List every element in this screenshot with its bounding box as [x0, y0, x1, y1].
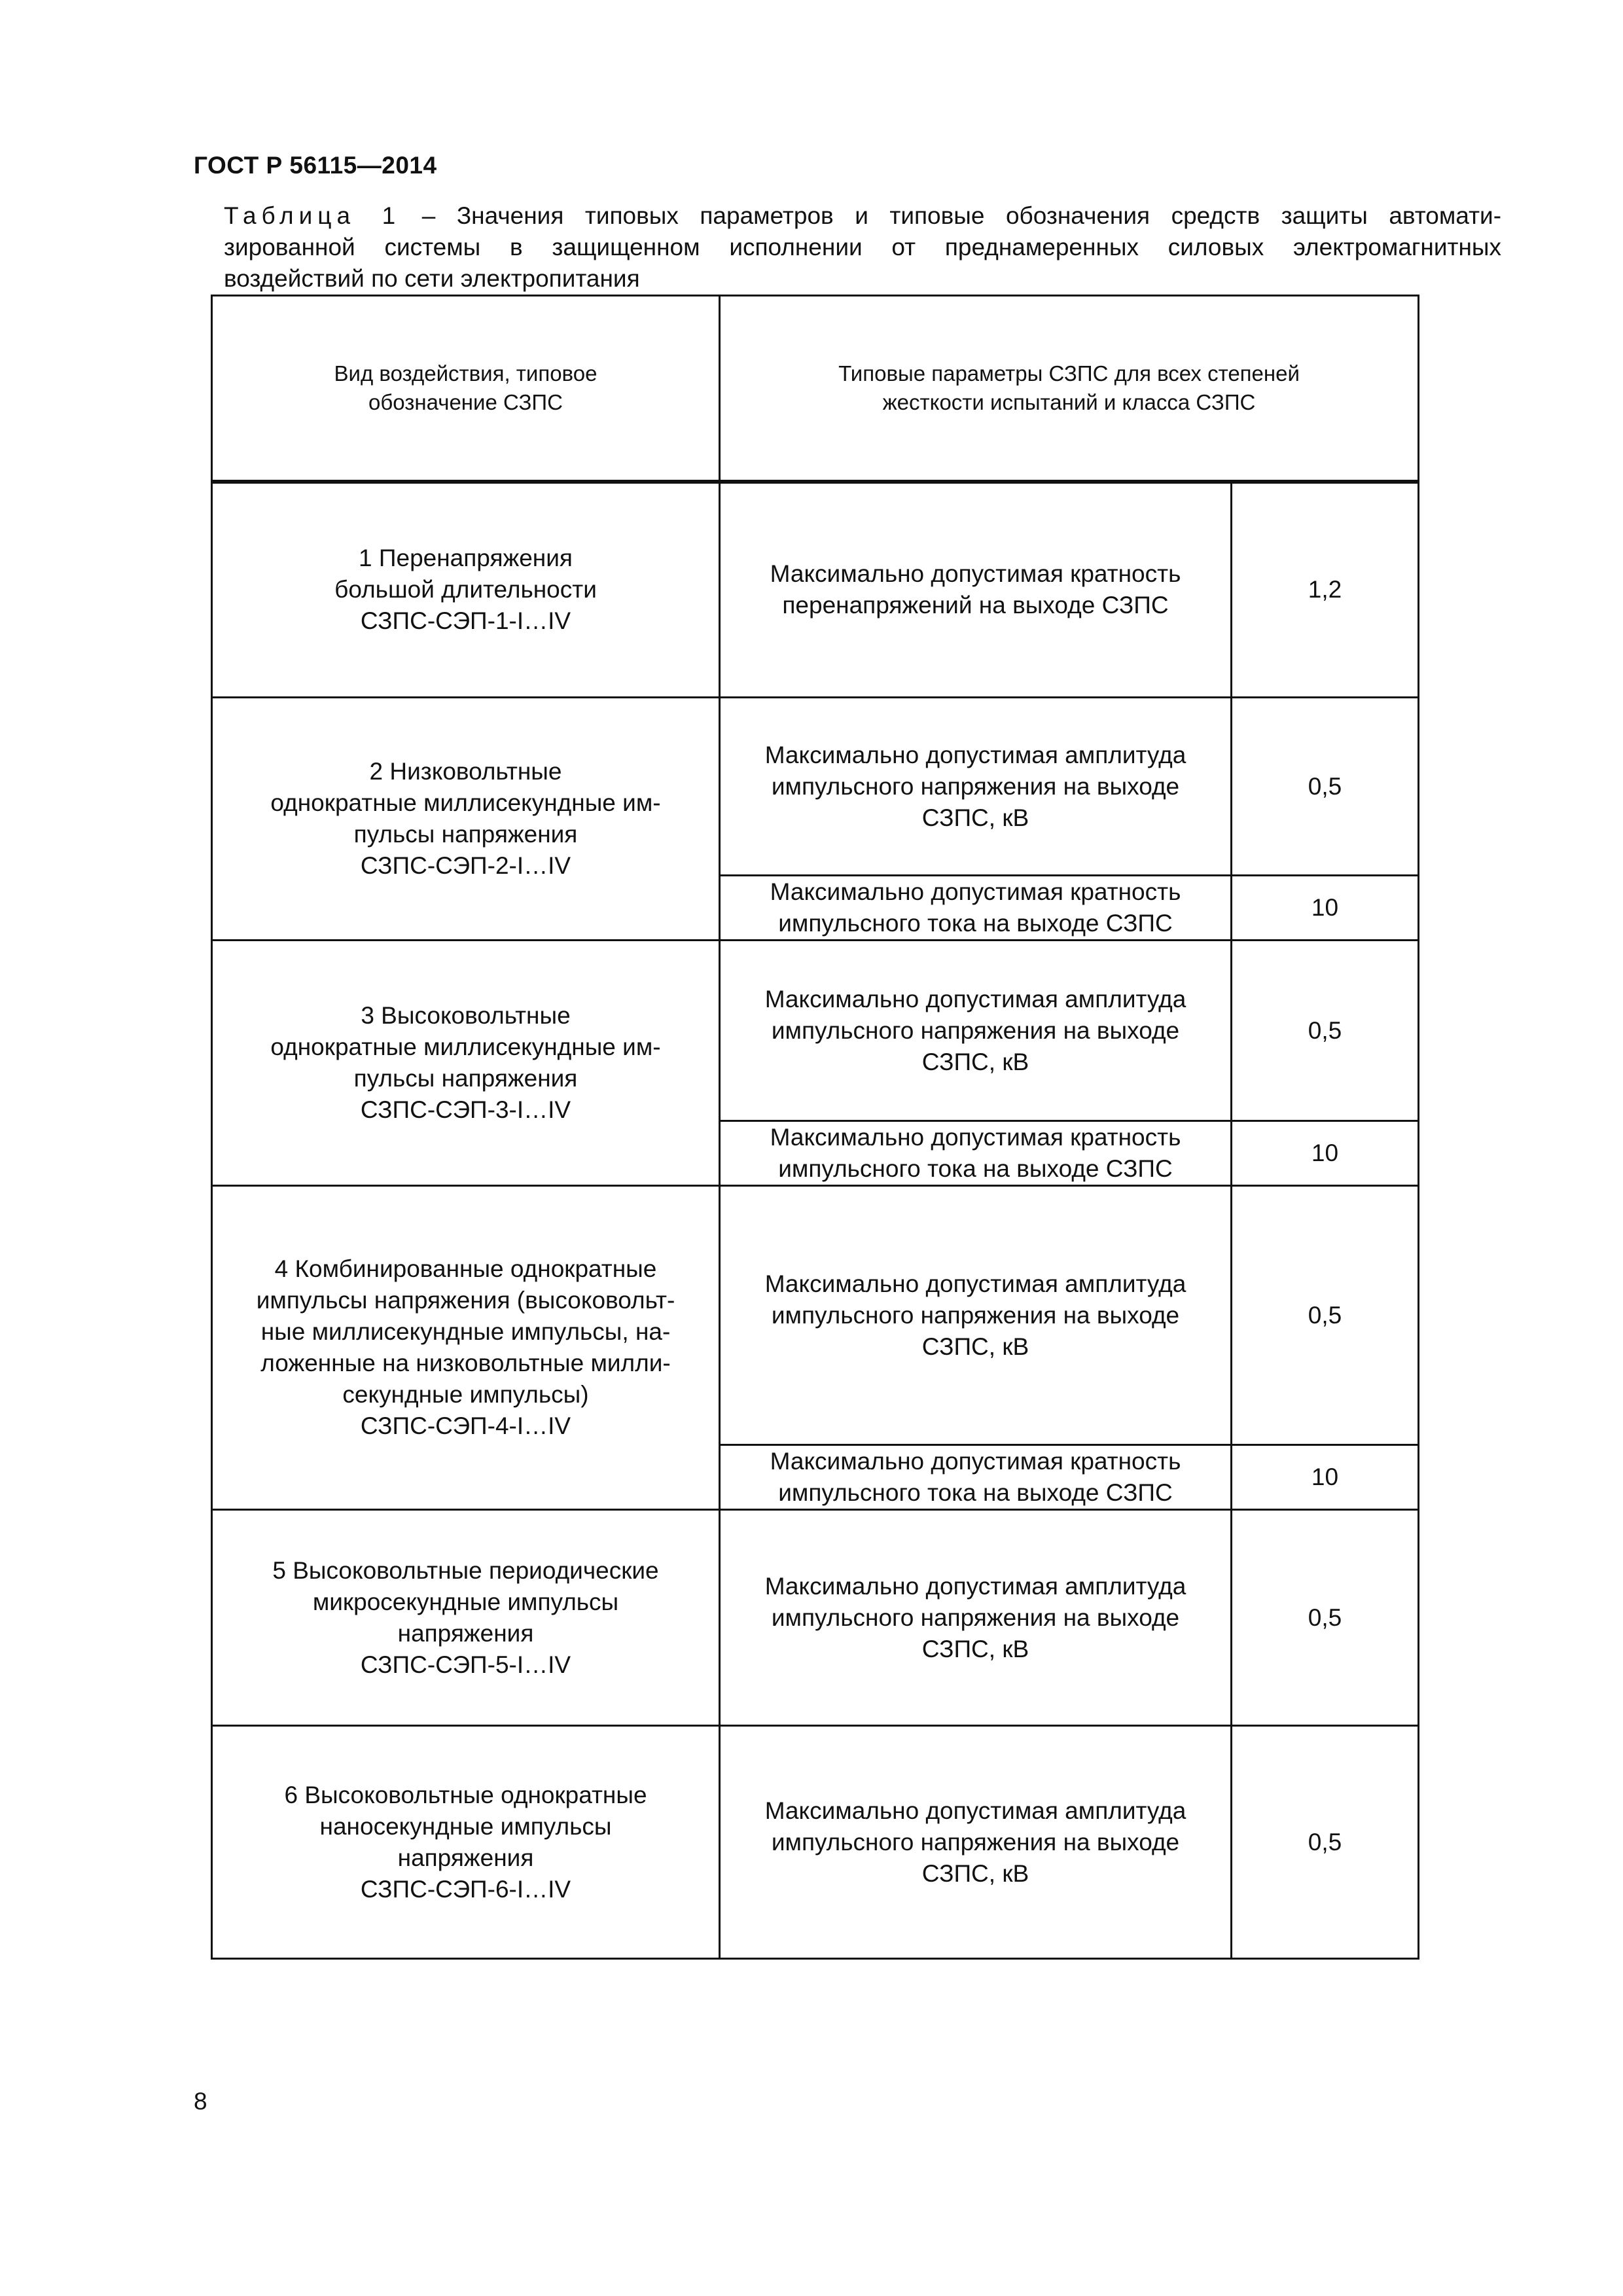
impact-type-line: секундные импульсы): [342, 1381, 589, 1408]
value-cell: 0,5: [1232, 1510, 1419, 1726]
impact-type-line: однократные миллисекундные им-: [270, 789, 661, 816]
value-cell: 0,5: [1232, 1726, 1419, 1959]
caption-label: Таблица 1: [224, 202, 401, 229]
table-row: [212, 1186, 1419, 1445]
header-impact-type-line: обозначение СЗПС: [368, 389, 563, 414]
impact-type-line: микросекундные импульсы: [312, 1588, 619, 1615]
impact-type-cell: [212, 1510, 720, 1726]
parameter-line: Максимально допустимая амплитуда: [764, 741, 1186, 768]
table-header-row: [212, 296, 1419, 482]
parameter-cell: [720, 482, 1232, 698]
impact-type-line: однократные миллисекундные им-: [270, 1033, 661, 1060]
parameter-cell: [720, 1510, 1232, 1726]
impact-type-line: 5 Высоковольтные периодические: [272, 1556, 659, 1584]
impact-type-line: импульсы напряжения (высоковольт-: [256, 1287, 675, 1314]
impact-type-line: СЗПС-СЭП-4-I…IV: [360, 1412, 571, 1439]
parameter-cell: [720, 1726, 1232, 1959]
parameter-line: перенапряжений на выходе СЗПС: [782, 592, 1169, 619]
parameter-line: импульсного напряжения на выходе: [771, 1301, 1180, 1329]
parameter-line: СЗПС, кВ: [921, 1635, 1029, 1662]
parameter-line: импульсного напряжения на выходе: [771, 1604, 1180, 1631]
parameter-line: Максимально допустимая кратность: [770, 878, 1181, 905]
parameter-line: СЗПС, кВ: [921, 1859, 1029, 1887]
header-typical-params-line: жесткости испытаний и класса СЗПС: [882, 389, 1256, 414]
impact-type-line: пульсы напряжения: [353, 1065, 578, 1092]
parameter-cell: [720, 941, 1232, 1121]
impact-type-line: ные миллисекундные импульсы, на-: [260, 1318, 671, 1345]
parameter-cell: [720, 1186, 1232, 1445]
parameter-cell: [720, 876, 1232, 941]
impact-type-line: наносекундные импульсы: [319, 1812, 612, 1840]
value-cell: 10: [1232, 876, 1419, 941]
table-row: [212, 482, 1419, 698]
page-number: 8: [194, 2088, 207, 2115]
value-cell: 0,5: [1232, 698, 1419, 876]
caption-line-1: [224, 200, 1501, 232]
impact-type-line: 3 Высоковольтные: [361, 1002, 571, 1029]
parameter-line: импульсного напряжения на выходе: [771, 1016, 1180, 1044]
parameter-line: импульсного тока на выходе СЗПС: [778, 1155, 1173, 1182]
impact-type-line: СЗПС-СЭП-6-I…IV: [360, 1875, 571, 1903]
impact-type-line: 6 Высоковольтные однократные: [284, 1781, 647, 1808]
impact-type-line: пульсы напряжения: [353, 821, 578, 848]
parameter-line: СЗПС, кВ: [921, 1333, 1029, 1360]
caption-line-3: воздействий по сети электропитания: [224, 265, 640, 292]
parameter-line: СЗПС, кВ: [921, 1048, 1029, 1075]
impact-type-cell: [212, 482, 720, 698]
parameter-line: СЗПС, кВ: [921, 804, 1029, 831]
header-impact-type-line: Вид воздействия, типовое: [334, 361, 597, 386]
parameter-cell: [720, 698, 1232, 876]
document-code: ГОСТ Р 56115—2014: [194, 152, 437, 179]
parameter-cell: [720, 1121, 1232, 1186]
impact-type-line: напряжения: [397, 1619, 534, 1647]
table-row: [212, 1510, 1419, 1726]
parameter-cell: [720, 1445, 1232, 1510]
table-row: [212, 698, 1419, 876]
impact-type-line: большой длительности: [334, 576, 597, 603]
parameters-table: [211, 295, 1419, 1960]
parameter-line: Максимально допустимая кратность: [770, 1448, 1181, 1475]
parameter-line: импульсного напряжения на выходе: [771, 1828, 1180, 1856]
impact-type-line: 1 Перенапряжения: [359, 545, 573, 572]
header-typical-params-line: Типовые параметры СЗПС для всех степеней: [838, 361, 1300, 386]
parameter-line: импульсного тока на выходе СЗПС: [778, 910, 1173, 937]
header-impact-type: [212, 296, 720, 482]
table-body: [212, 482, 1419, 1959]
impact-type-line: ложенные на низковольтные милли-: [260, 1350, 671, 1376]
parameter-line: Максимально допустимая кратность: [770, 1124, 1181, 1151]
value-cell: 1,2: [1232, 482, 1419, 698]
impact-type-line: СЗПС-СЭП-1-I…IV: [360, 607, 571, 635]
impact-type-line: 2 Низковольтные: [369, 758, 562, 785]
value-cell: 10: [1232, 1445, 1419, 1510]
caption-text-1: – Значения типовых параметров и типовые обозначения средств защиты автомати-: [421, 202, 1502, 229]
impact-type-cell: [212, 1186, 720, 1510]
impact-type-line: напряжения: [397, 1844, 534, 1871]
impact-type-cell: [212, 941, 720, 1186]
parameter-line: Максимально допустимая амплитуда: [764, 985, 1186, 1013]
value-cell: 10: [1232, 1121, 1419, 1186]
impact-type-line: 4 Комбинированные однократные: [274, 1255, 657, 1282]
impact-type-cell: [212, 698, 720, 941]
parameter-line: импульсного тока на выходе СЗПС: [778, 1479, 1173, 1506]
impact-type-line: СЗПС-СЭП-3-I…IV: [360, 1096, 571, 1123]
parameter-line: Максимально допустимая амплитуда: [764, 1270, 1186, 1297]
value-cell: 0,5: [1232, 1186, 1419, 1445]
impact-type-line: СЗПС-СЭП-5-I…IV: [360, 1651, 571, 1678]
impact-type-cell: [212, 1726, 720, 1959]
parameter-line: Максимально допустимая амплитуда: [764, 1797, 1186, 1824]
header-typical-params: [720, 296, 1419, 482]
parameter-line: Максимально допустимая кратность: [770, 560, 1181, 588]
parameter-line: импульсного напряжения на выходе: [771, 772, 1180, 800]
table-caption: [224, 200, 1501, 295]
table-row: [212, 1726, 1419, 1959]
parameter-line: Максимально допустимая амплитуда: [764, 1572, 1186, 1600]
impact-type-line: СЗПС-СЭП-2-I…IV: [360, 852, 571, 879]
value-cell: 0,5: [1232, 941, 1419, 1121]
table-row: [212, 941, 1419, 1121]
caption-line-2: зированной системы в защищенном исполнении от преднамеренных силовых электромагнитных: [224, 234, 1501, 260]
